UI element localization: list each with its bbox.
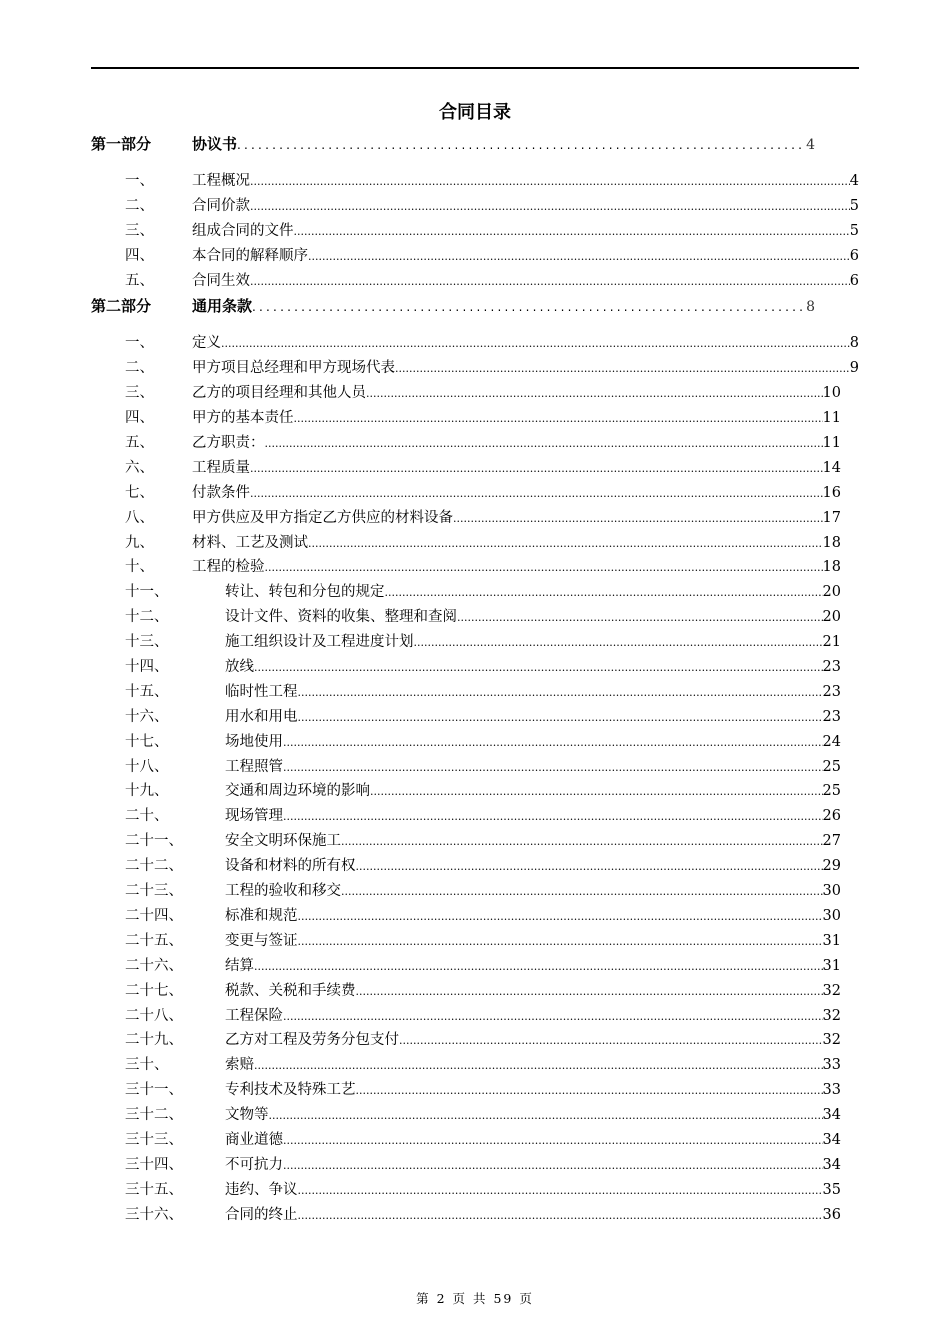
toc-label: 乙方对工程及劳务分包支付 bbox=[225, 1032, 399, 1049]
toc-number: 二十一、 bbox=[125, 833, 183, 850]
toc-entry-line bbox=[225, 1053, 841, 1079]
toc-entry-line bbox=[192, 219, 859, 245]
dot-leader bbox=[356, 855, 823, 880]
toc-entry-line bbox=[225, 730, 841, 756]
dot-leader bbox=[356, 980, 823, 1005]
toc-number: 三十五、 bbox=[125, 1181, 183, 1198]
dot-leader bbox=[385, 581, 823, 606]
toc-page-number: 24 bbox=[822, 733, 841, 750]
toc-page-number: 14 bbox=[822, 459, 841, 476]
toc-page-number: 4 bbox=[849, 173, 859, 189]
toc-page-number: 33 bbox=[822, 1057, 841, 1074]
toc-entry-line bbox=[192, 555, 841, 581]
dot-leader bbox=[269, 1104, 823, 1129]
toc-entry[interactable] bbox=[91, 779, 859, 804]
toc-page-number: 26 bbox=[822, 808, 841, 825]
toc-number: 六、 bbox=[125, 459, 154, 476]
toc-label: 工程的检验 bbox=[192, 559, 265, 576]
toc-entry-line bbox=[225, 779, 841, 805]
toc-label: 违约、争议 bbox=[225, 1181, 298, 1198]
toc-entry[interactable] bbox=[91, 605, 859, 630]
toc-page-number: 30 bbox=[822, 907, 841, 924]
dot-leader bbox=[250, 457, 823, 482]
table-of-contents bbox=[91, 131, 859, 1228]
toc-label: 付款条件 bbox=[192, 484, 250, 501]
toc-label: 专利技术及特殊工艺 bbox=[225, 1082, 356, 1099]
toc-entry[interactable] bbox=[91, 1203, 859, 1228]
dot-leader bbox=[298, 1204, 823, 1229]
toc-entry-line bbox=[192, 406, 841, 432]
toc-number: 四、 bbox=[125, 247, 154, 264]
toc-entry-line bbox=[192, 381, 841, 407]
toc-page-number: 10 bbox=[822, 385, 841, 402]
dot-leader bbox=[308, 245, 850, 270]
toc-page-number: 35 bbox=[822, 1181, 841, 1198]
dot-leader bbox=[294, 407, 823, 432]
toc-entry-line bbox=[192, 431, 841, 457]
toc-page-number: 29 bbox=[822, 858, 841, 875]
toc-entry-line bbox=[225, 879, 841, 905]
toc-number: 二十六、 bbox=[125, 957, 183, 974]
toc-entry-line bbox=[225, 1103, 841, 1129]
toc-entry[interactable] bbox=[91, 680, 859, 705]
toc-label: 定义 bbox=[192, 335, 221, 352]
toc-entry[interactable] bbox=[91, 1004, 859, 1029]
toc-number: 五、 bbox=[125, 435, 154, 452]
toc-page-number: 34 bbox=[822, 1156, 841, 1173]
toc-label: 索赔 bbox=[225, 1057, 254, 1074]
toc-page-number: 21 bbox=[822, 634, 841, 651]
dot-leader bbox=[414, 631, 823, 656]
toc-label: 组成合同的文件 bbox=[192, 222, 294, 239]
toc-entry[interactable] bbox=[91, 580, 859, 605]
toc-entry[interactable] bbox=[91, 244, 859, 269]
toc-page-number: 4 bbox=[806, 137, 815, 153]
dot-leader bbox=[294, 220, 850, 245]
toc-label: 不可抗力 bbox=[225, 1156, 283, 1173]
toc-number: 三十二、 bbox=[125, 1107, 183, 1124]
dot-leader bbox=[250, 195, 850, 220]
toc-entry[interactable] bbox=[91, 1028, 859, 1053]
toc-number: 五、 bbox=[125, 272, 154, 289]
toc-label: 工程质量 bbox=[192, 459, 250, 476]
toc-label: 场地使用 bbox=[225, 733, 283, 750]
dot-leader bbox=[254, 656, 823, 681]
toc-number: 二十八、 bbox=[125, 1007, 183, 1024]
toc-entry-line bbox=[225, 829, 841, 855]
dot-leader bbox=[457, 606, 823, 631]
toc-page-number: 8 bbox=[849, 335, 859, 352]
toc-page-number: 23 bbox=[822, 708, 841, 725]
toc-number: 三十三、 bbox=[125, 1131, 183, 1148]
toc-entry-line bbox=[192, 456, 841, 482]
toc-entry-line bbox=[192, 244, 859, 270]
toc-entry-line bbox=[225, 1203, 841, 1229]
toc-entry-line bbox=[225, 680, 841, 706]
toc-label: 乙方的项目经理和其他人员 bbox=[192, 385, 366, 402]
toc-number: 四、 bbox=[125, 410, 154, 427]
toc-entry-line bbox=[225, 854, 841, 880]
toc-label: 甲方的基本责任 bbox=[192, 410, 294, 427]
toc-number: 三十一、 bbox=[125, 1082, 183, 1099]
toc-label: 合同的终止 bbox=[225, 1206, 298, 1223]
toc-entry[interactable] bbox=[91, 979, 859, 1004]
toc-label: 变更与签证 bbox=[225, 932, 298, 949]
toc-page-number: 27 bbox=[822, 833, 841, 850]
toc-label: 用水和用电 bbox=[225, 708, 298, 725]
dot-leader bbox=[341, 830, 823, 855]
toc-number: 十四、 bbox=[125, 659, 169, 676]
dot-leader bbox=[298, 1179, 823, 1204]
toc-page-number: 20 bbox=[822, 584, 841, 601]
toc-page-number: 30 bbox=[822, 883, 841, 900]
toc-label: 甲方供应及甲方指定乙方供应的材料设备 bbox=[192, 509, 453, 526]
toc-number: 十三、 bbox=[125, 634, 169, 651]
toc-page-number: 17 bbox=[822, 509, 841, 526]
toc-page-number: 32 bbox=[822, 1032, 841, 1049]
dot-leader bbox=[283, 731, 823, 756]
toc-entry-line bbox=[192, 293, 815, 320]
toc-entry[interactable] bbox=[91, 1053, 859, 1078]
dot-leader bbox=[453, 507, 823, 532]
dot-leader bbox=[283, 805, 823, 830]
toc-page-number: 11 bbox=[822, 435, 841, 452]
toc-entry[interactable] bbox=[91, 655, 859, 680]
toc-entry-line bbox=[225, 1028, 841, 1054]
toc-entry[interactable] bbox=[91, 829, 859, 854]
dot-leader bbox=[254, 1054, 823, 1079]
toc-number: 三十四、 bbox=[125, 1156, 183, 1173]
header-rule bbox=[91, 67, 859, 69]
toc-number: 十、 bbox=[125, 559, 154, 576]
toc-entry[interactable] bbox=[91, 705, 859, 730]
toc-entry-line bbox=[225, 1004, 841, 1030]
toc-entry-line bbox=[225, 804, 841, 830]
toc-entry[interactable] bbox=[91, 506, 859, 531]
dot-leader bbox=[265, 556, 823, 581]
toc-number: 第一部分 bbox=[91, 135, 152, 153]
toc-label: 材料、工艺及测试 bbox=[192, 534, 308, 551]
dot-leader bbox=[250, 482, 823, 507]
dot-leader bbox=[298, 930, 823, 955]
toc-entry-line bbox=[192, 194, 859, 220]
toc-entry-line bbox=[225, 979, 841, 1005]
toc-entry[interactable] bbox=[91, 1153, 859, 1178]
toc-label: 设计文件、资料的收集、整理和查阅 bbox=[225, 609, 457, 626]
toc-entry[interactable] bbox=[91, 854, 859, 879]
toc-page-number: 20 bbox=[822, 609, 841, 626]
toc-entry[interactable] bbox=[91, 730, 859, 755]
toc-entry-line bbox=[192, 131, 815, 158]
toc-entry[interactable] bbox=[91, 929, 859, 954]
toc-entry-line bbox=[225, 630, 841, 656]
toc-label: 通用条款 bbox=[192, 297, 253, 316]
toc-label: 现场管理 bbox=[225, 808, 283, 825]
toc-part-row[interactable] bbox=[91, 131, 859, 169]
toc-entry[interactable] bbox=[91, 879, 859, 904]
dot-leader bbox=[308, 532, 823, 557]
toc-label: 商业道德 bbox=[225, 1131, 283, 1148]
toc-number: 二、 bbox=[125, 197, 154, 214]
toc-part-row[interactable] bbox=[91, 293, 859, 331]
toc-number: 一、 bbox=[125, 335, 154, 352]
toc-number: 八、 bbox=[125, 509, 154, 526]
toc-page-number: 6 bbox=[849, 247, 859, 264]
dot-leader bbox=[237, 132, 802, 158]
toc-entry[interactable] bbox=[91, 1103, 859, 1128]
toc-number: 二十二、 bbox=[125, 858, 183, 875]
toc-page-number: 31 bbox=[822, 957, 841, 974]
dot-leader bbox=[283, 756, 823, 781]
dot-leader bbox=[254, 955, 823, 980]
dot-leader bbox=[265, 432, 823, 457]
toc-entry[interactable] bbox=[91, 269, 859, 294]
toc-number: 二十五、 bbox=[125, 932, 183, 949]
dot-leader bbox=[283, 1129, 823, 1154]
toc-page-number: 31 bbox=[822, 932, 841, 949]
toc-label: 税款、关税和手续费 bbox=[225, 982, 356, 999]
toc-label: 合同价款 bbox=[192, 197, 250, 214]
toc-entry-line bbox=[225, 705, 841, 731]
toc-entry[interactable] bbox=[91, 531, 859, 556]
toc-label: 结算 bbox=[225, 957, 254, 974]
toc-page-number: 23 bbox=[822, 683, 841, 700]
toc-number: 二十四、 bbox=[125, 907, 183, 924]
toc-number: 二十九、 bbox=[125, 1032, 183, 1049]
toc-label: 工程保险 bbox=[225, 1007, 283, 1024]
dot-leader bbox=[221, 332, 850, 357]
toc-entry[interactable] bbox=[91, 219, 859, 244]
toc-number: 十五、 bbox=[125, 683, 169, 700]
toc-page-number: 34 bbox=[822, 1131, 841, 1148]
toc-label: 标准和规范 bbox=[225, 907, 298, 924]
toc-label: 放线 bbox=[225, 659, 254, 676]
toc-label: 转让、转包和分包的规定 bbox=[225, 584, 385, 601]
toc-number: 三十六、 bbox=[125, 1206, 183, 1223]
toc-entry[interactable] bbox=[91, 481, 859, 506]
dot-leader bbox=[283, 1154, 823, 1179]
dot-leader bbox=[298, 706, 823, 731]
toc-label: 乙方职责： bbox=[192, 435, 265, 452]
toc-page-number: 16 bbox=[822, 484, 841, 501]
dot-leader bbox=[395, 357, 850, 382]
toc-entry[interactable] bbox=[91, 755, 859, 780]
toc-page-number: 32 bbox=[822, 982, 841, 999]
toc-entry-line bbox=[225, 755, 841, 781]
toc-entry[interactable] bbox=[91, 555, 859, 580]
toc-entry[interactable] bbox=[91, 194, 859, 219]
toc-label: 安全文明环保施工 bbox=[225, 833, 341, 850]
toc-number: 一、 bbox=[125, 173, 154, 189]
toc-entry-line bbox=[225, 929, 841, 955]
toc-page-number: 5 bbox=[849, 222, 859, 239]
dot-leader bbox=[399, 1029, 823, 1054]
toc-label: 工程的验收和移交 bbox=[225, 883, 341, 900]
toc-label: 甲方项目总经理和甲方现场代表 bbox=[192, 360, 395, 377]
dot-leader bbox=[250, 270, 850, 295]
toc-number: 二十、 bbox=[125, 808, 169, 825]
toc-label: 文物等 bbox=[225, 1107, 269, 1124]
dot-leader bbox=[283, 1005, 823, 1030]
toc-label: 施工组织设计及工程进度计划 bbox=[225, 634, 414, 651]
toc-entry-line bbox=[192, 506, 841, 532]
dot-leader bbox=[298, 905, 823, 930]
toc-entry-line bbox=[225, 954, 841, 980]
toc-label: 工程概况 bbox=[192, 173, 250, 189]
toc-label: 设备和材料的所有权 bbox=[225, 858, 356, 875]
toc-entry-line bbox=[192, 169, 859, 195]
toc-entry[interactable] bbox=[91, 356, 859, 381]
toc-page-number: 11 bbox=[822, 410, 841, 427]
toc-entry-line bbox=[192, 531, 841, 557]
toc-number: 十七、 bbox=[125, 733, 169, 750]
toc-page-number: 32 bbox=[822, 1007, 841, 1024]
dot-leader bbox=[356, 1079, 823, 1104]
toc-number: 十六、 bbox=[125, 708, 169, 725]
toc-entry-line bbox=[225, 605, 841, 631]
toc-entry-line bbox=[225, 1078, 841, 1104]
toc-entry[interactable] bbox=[91, 169, 859, 194]
toc-page-number: 6 bbox=[849, 272, 859, 289]
toc-page-number: 5 bbox=[849, 197, 859, 214]
toc-entry[interactable] bbox=[91, 1078, 859, 1103]
toc-number: 十二、 bbox=[125, 609, 169, 626]
toc-entry-line bbox=[225, 655, 841, 681]
dot-leader bbox=[341, 880, 823, 905]
dot-leader bbox=[298, 681, 823, 706]
toc-page-number: 25 bbox=[822, 758, 841, 775]
toc-number: 二、 bbox=[125, 360, 154, 377]
toc-entry[interactable] bbox=[91, 331, 859, 356]
toc-page-number: 8 bbox=[806, 299, 815, 316]
toc-number: 三、 bbox=[125, 385, 154, 402]
toc-label: 交通和周边环境的影响 bbox=[225, 783, 370, 800]
toc-entry-line bbox=[192, 481, 841, 507]
toc-number: 七、 bbox=[125, 484, 154, 501]
page-title: 合同目录 bbox=[439, 102, 511, 123]
toc-number: 第二部分 bbox=[91, 297, 152, 316]
toc-entry-line bbox=[225, 580, 841, 606]
toc-entry-line bbox=[192, 331, 859, 357]
toc-label: 工程照管 bbox=[225, 758, 283, 775]
toc-entry[interactable] bbox=[91, 954, 859, 979]
toc-page-number: 33 bbox=[822, 1082, 841, 1099]
toc-label: 本合同的解释顺序 bbox=[192, 247, 308, 264]
toc-number: 十九、 bbox=[125, 783, 169, 800]
toc-entry-line bbox=[225, 1178, 841, 1204]
toc-label: 协议书 bbox=[192, 135, 238, 153]
toc-page-number: 18 bbox=[822, 534, 841, 551]
toc-entry-line bbox=[192, 356, 859, 382]
toc-entry[interactable] bbox=[91, 1178, 859, 1203]
toc-entry[interactable] bbox=[91, 456, 859, 481]
toc-entry[interactable] bbox=[91, 630, 859, 655]
dot-leader bbox=[370, 780, 823, 805]
toc-entry[interactable] bbox=[91, 431, 859, 456]
toc-page-number: 9 bbox=[849, 360, 859, 377]
toc-page-number: 18 bbox=[822, 559, 841, 576]
toc-entry[interactable] bbox=[91, 381, 859, 406]
toc-page-number: 23 bbox=[822, 659, 841, 676]
toc-entry-line bbox=[225, 904, 841, 930]
toc-number: 九、 bbox=[125, 534, 154, 551]
toc-page-number: 34 bbox=[822, 1107, 841, 1124]
toc-number: 十八、 bbox=[125, 758, 169, 775]
toc-entry-line bbox=[225, 1153, 841, 1179]
dot-leader bbox=[366, 382, 823, 407]
toc-page-number: 36 bbox=[822, 1206, 841, 1223]
toc-number: 二十三、 bbox=[125, 883, 183, 900]
dot-leader bbox=[252, 294, 802, 320]
toc-label: 临时性工程 bbox=[225, 683, 298, 700]
page-footer: 第 2 页 共 59 页 bbox=[416, 1291, 534, 1306]
toc-entry-line bbox=[225, 1128, 841, 1154]
toc-entry-line bbox=[192, 269, 859, 295]
toc-entry[interactable] bbox=[91, 904, 859, 929]
toc-number: 十一、 bbox=[125, 584, 169, 601]
toc-entry[interactable] bbox=[91, 1128, 859, 1153]
toc-entry[interactable] bbox=[91, 406, 859, 431]
toc-number: 三、 bbox=[125, 222, 154, 239]
toc-entry[interactable] bbox=[91, 804, 859, 829]
toc-number: 三十、 bbox=[125, 1057, 169, 1074]
dot-leader bbox=[250, 170, 850, 195]
toc-page-number: 25 bbox=[822, 783, 841, 800]
toc-number: 二十七、 bbox=[125, 982, 183, 999]
toc-label: 合同生效 bbox=[192, 272, 250, 289]
